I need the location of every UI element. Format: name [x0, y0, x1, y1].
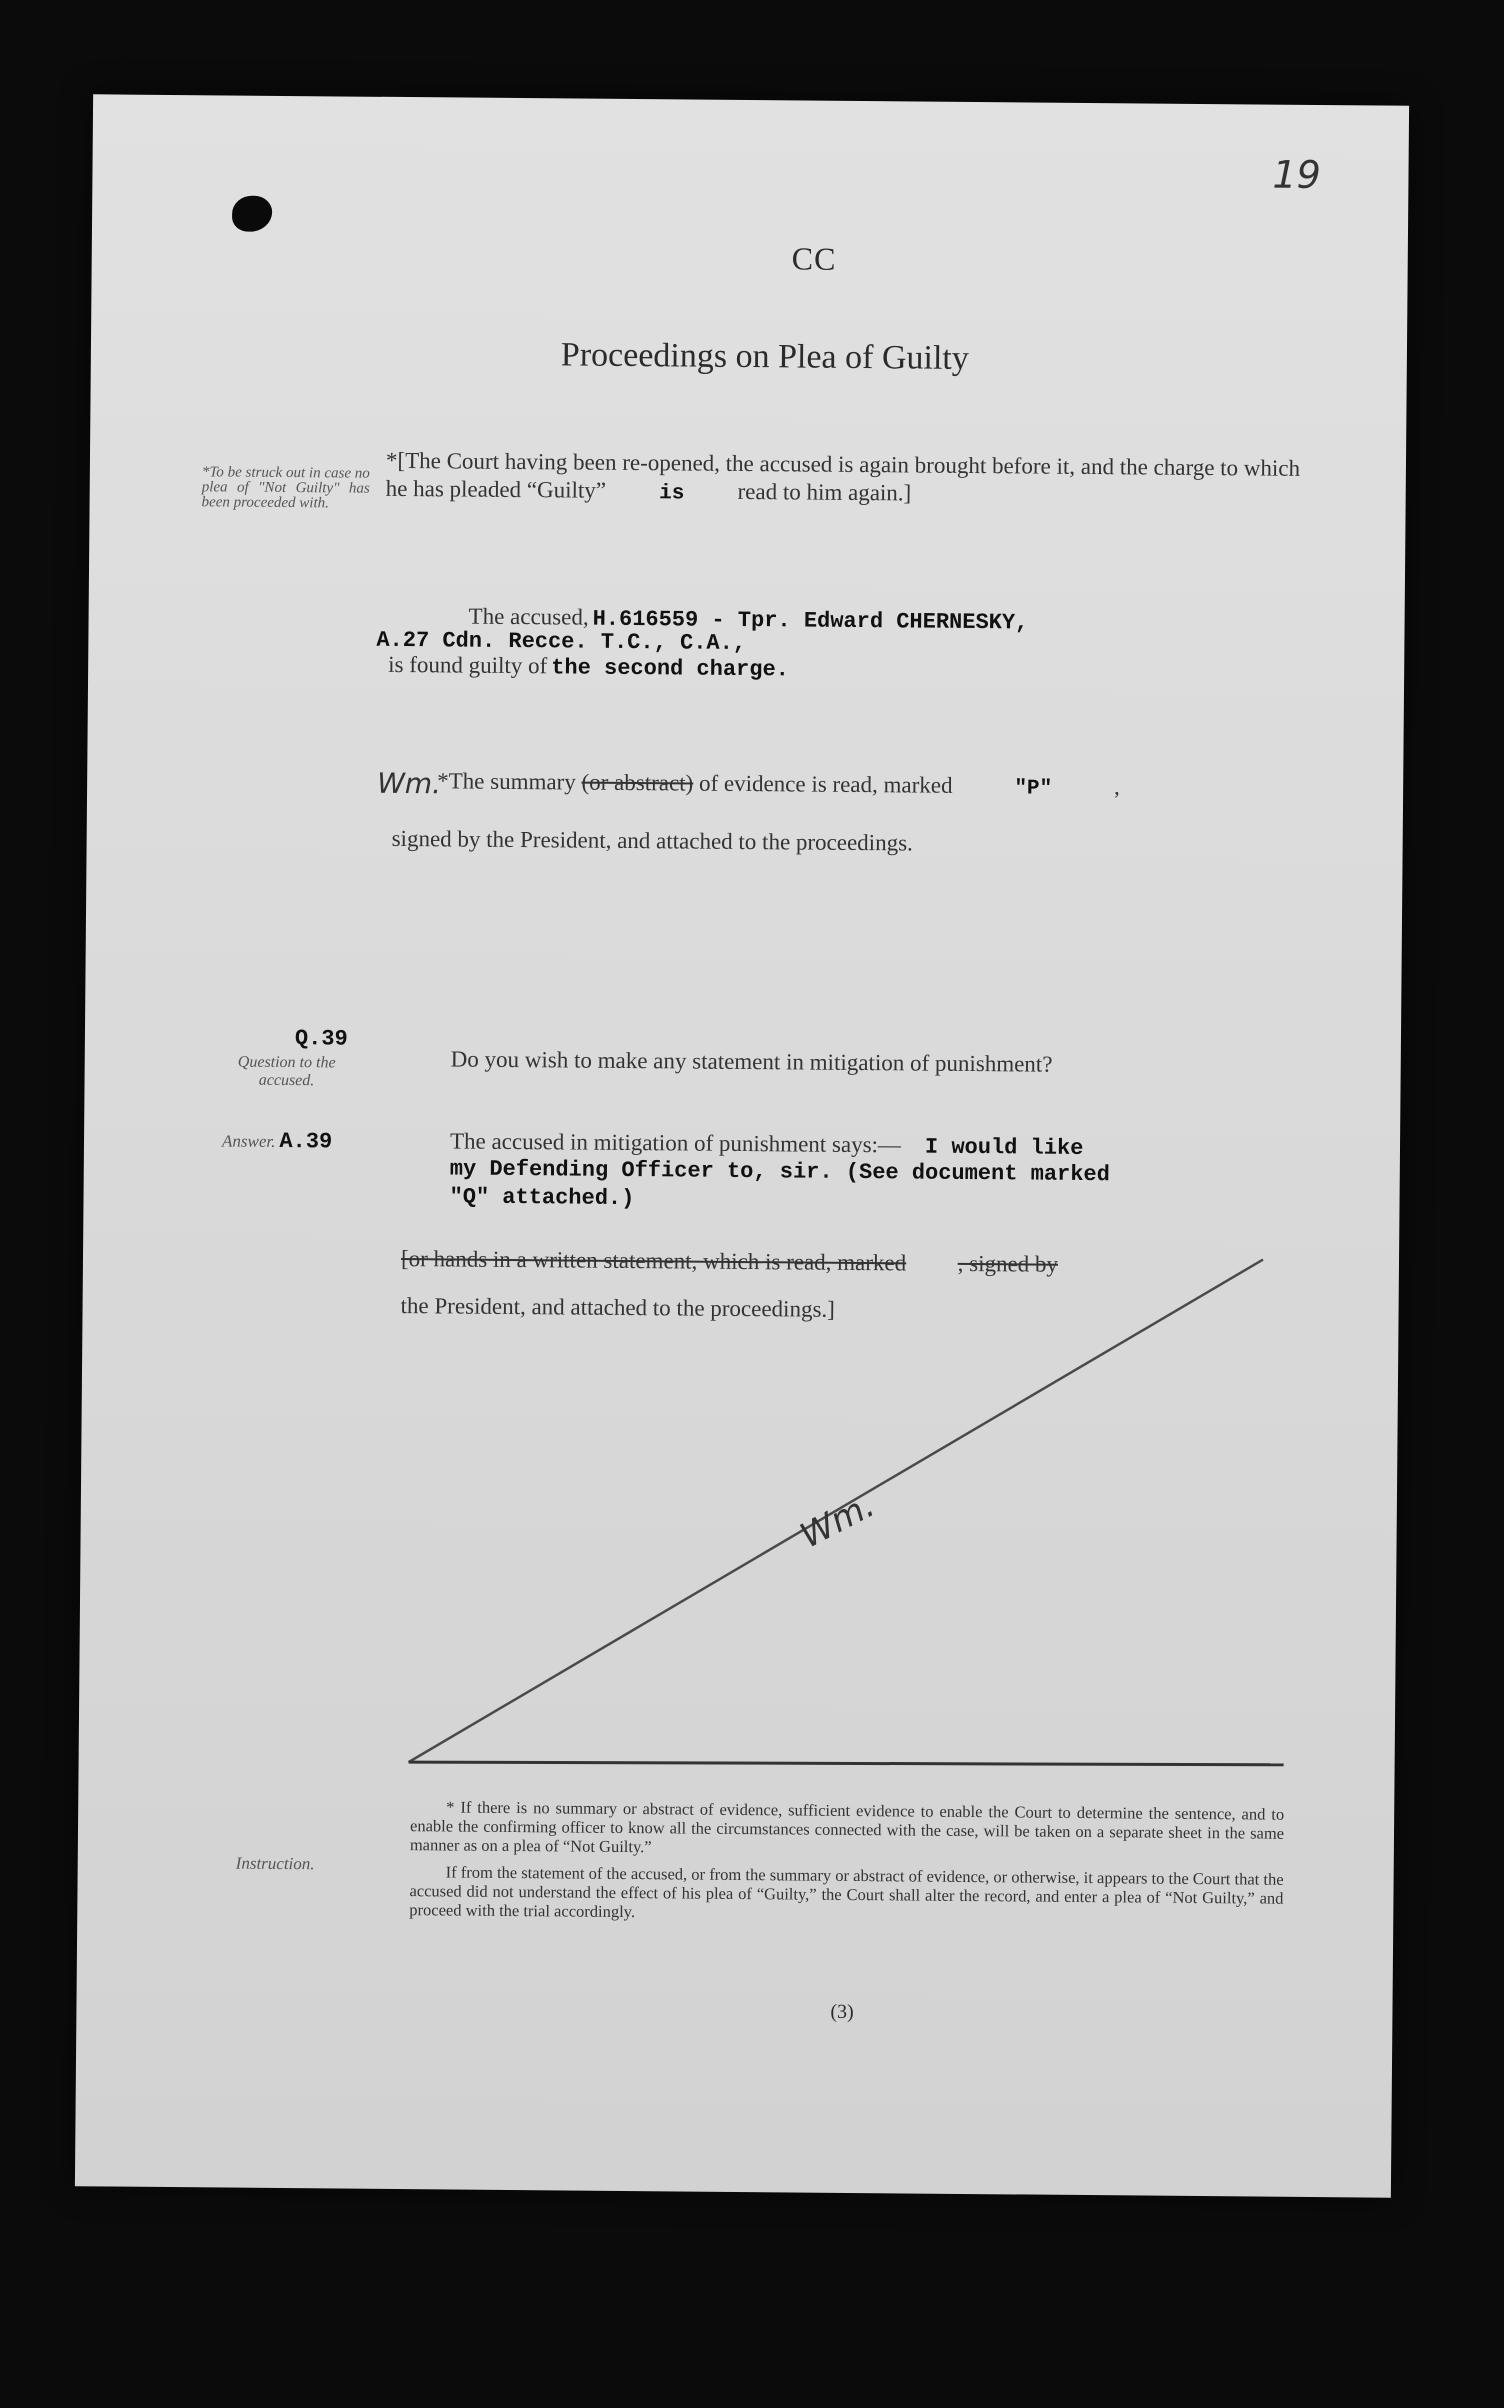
- base-rule: [409, 1757, 1284, 1770]
- found-guilty-label: is found guilty of: [388, 651, 548, 679]
- document-page: [75, 94, 1409, 2197]
- accused-id-name: H.616559 - Tpr. Edward CHERNESKY,: [592, 606, 1029, 636]
- question-text: Do you wish to make any statement in mitigation of punishment?: [450, 1046, 1053, 1077]
- page-title: Proceedings on Plea of Guilty: [560, 336, 969, 377]
- summary-mark: "P": [1014, 777, 1053, 801]
- instruction-block: [409, 1797, 1284, 1927]
- footer-page-number: (3): [830, 2000, 854, 2024]
- answer-number: A.39: [279, 1128, 333, 1155]
- accused-label: The accused,: [468, 603, 589, 630]
- summary-comma: ,: [1113, 774, 1120, 800]
- answer-typed-3: "Q" attached.): [449, 1184, 635, 1212]
- instruction-label: Instruction.: [235, 1853, 315, 1874]
- answer-intro: The accused in mitigation of punishment says:—: [449, 1128, 902, 1158]
- instruction-para-1: * If there is no summary or abstract of evidence, sufficient evidence to enable the Court to determine the sentence, and to enable the confirming officer to know all the circumstances connected with the case, will be taken on a separate sheet in the same manner as on a plea of “Not Guilty.”: [409, 1797, 1285, 1857]
- accused-unit: A.27 Cdn. Recce. T.C., C.A.,: [376, 627, 747, 657]
- summary-struck: (or abstract): [581, 769, 694, 796]
- handwritten-page-number: 19: [1272, 152, 1322, 198]
- answer-label: Answer.: [221, 1131, 276, 1151]
- question-number: Q.39: [294, 1026, 348, 1052]
- instruction-para-2: If from the statement of the accused, or from the summary or abstract of evidence, or otherwise, it appears to the Court that the accused did not understand the effect of his plea of “Guilty,” the Court shall alter the record, and enter a plea of “Not Guilty,” and proceed with the trial accordingly.: [409, 1862, 1284, 1922]
- answer-typed-1: I would like: [924, 1134, 1084, 1161]
- hands-in-struck-2: , signed by: [957, 1250, 1059, 1277]
- hands-in-line-2: the President, and attached to the proceedings.]: [400, 1293, 835, 1322]
- initials-diagonal: Wm.: [793, 1485, 882, 1557]
- answer-typed-2: my Defending Officer to, sir. (See document marked: [449, 1156, 1110, 1188]
- question-label: Question to the accused.: [237, 1053, 336, 1090]
- hands-in-struck: [or hands in a written statement, which is read, marked: [400, 1246, 907, 1276]
- summary-line-2: signed by the President, and attached to the proceedings.: [391, 825, 913, 856]
- initials-summary: Wm.: [377, 766, 442, 801]
- reopened-text-3: read to him again.]: [737, 478, 912, 506]
- summary-text-after: of evidence is read, marked: [698, 770, 953, 798]
- form-code: CC: [791, 240, 837, 277]
- typed-is: is: [659, 482, 685, 506]
- charge-text: the second charge.: [551, 655, 789, 683]
- reopened-text-1: *[The Court having been re-opened, the accused is again brought before it, and the charge: [385, 447, 1215, 481]
- strike-out-note: *To be struck out in case no plea of "Not Guilty" has been proceeded with.: [201, 464, 370, 512]
- summary-text-before: *The summary: [437, 768, 576, 795]
- reopened-text-2: to which he has pleaded “Guilty”: [385, 455, 1301, 503]
